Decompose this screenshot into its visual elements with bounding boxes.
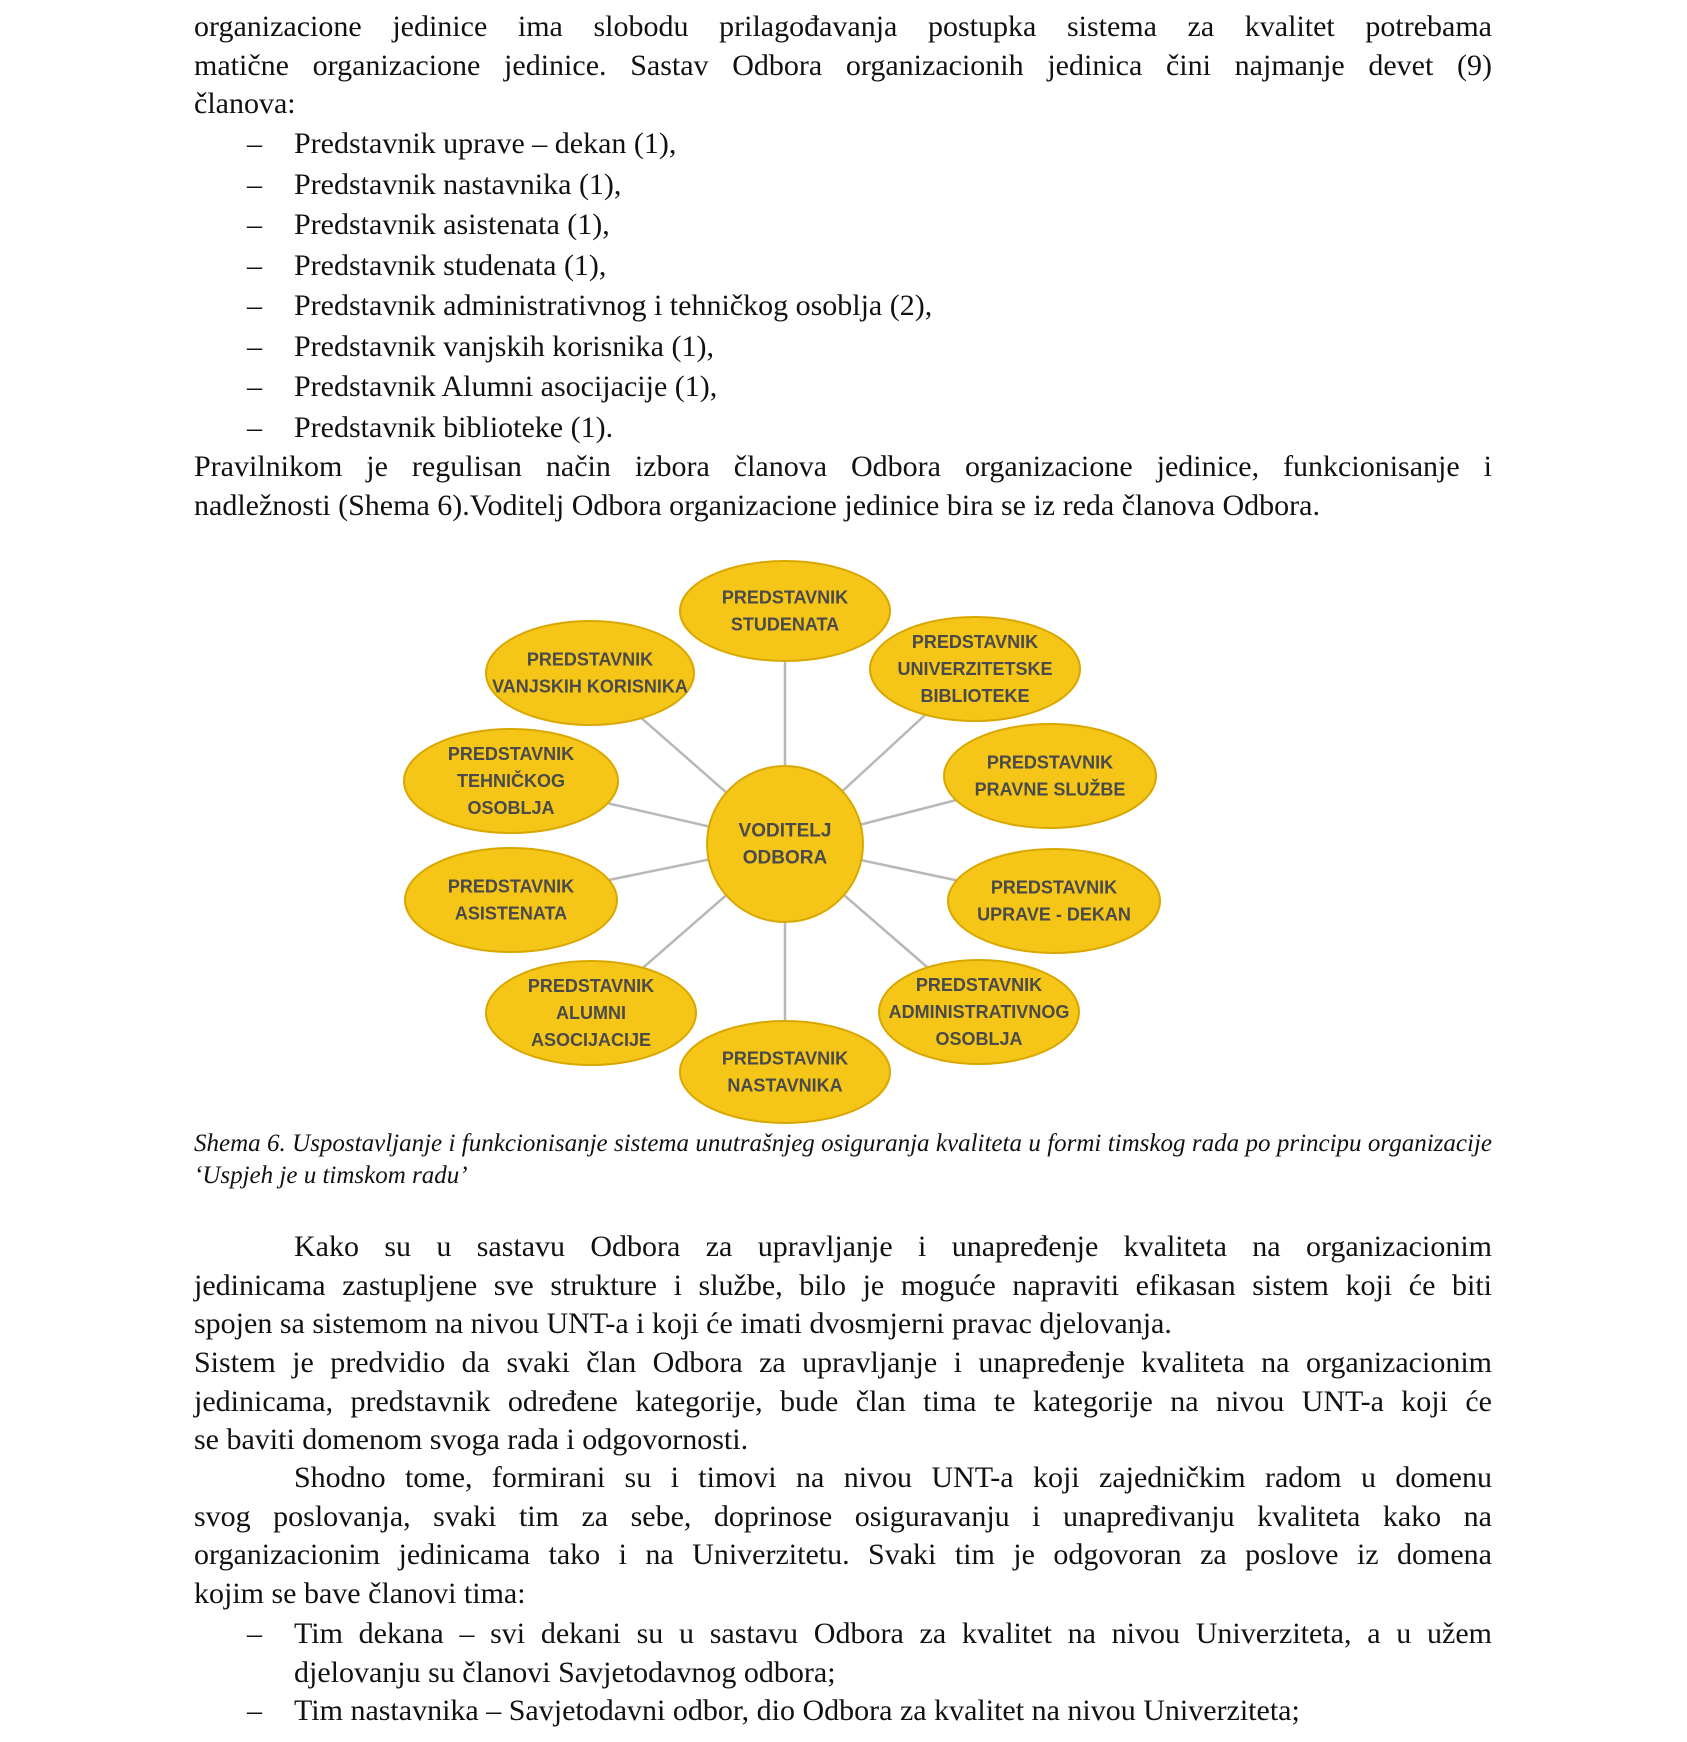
node-label-line: UNIVERZITETSKE xyxy=(897,659,1053,679)
list-dash: – xyxy=(247,329,262,363)
diagram-node-uprave-dekan xyxy=(948,849,1160,953)
diagram-center-voditelj xyxy=(707,766,863,922)
diagram-node-vanjskih xyxy=(486,621,694,725)
node-label-line: PREDSTAVNIK xyxy=(721,1048,849,1069)
node-label-line: PREDSTAVNIK xyxy=(911,632,1039,652)
paragraph-intro xyxy=(194,8,1492,124)
list-dash: – xyxy=(247,127,262,160)
text-line: nadležnosti (Shema 6).Voditelj Odbora organizacione jedinice bira se iz reda članova Odbora. xyxy=(194,488,1320,522)
node-label-line: PREDSTAVNIK xyxy=(915,975,1043,995)
list-item-text: Predstavnik nastavnika (1), xyxy=(294,167,622,201)
node-label-line: ASOCIJACIJE xyxy=(530,1030,652,1050)
list-dash: – xyxy=(247,1694,262,1727)
text-line: jedinicama zastupljene sve strukture i službe, bilo je moguće napraviti efikasan sistem koji će biti xyxy=(194,1268,1492,1302)
node-label-line: NASTAVNIKA xyxy=(727,1075,843,1096)
node-label-line: PREDSTAVNIK xyxy=(526,649,654,670)
node-label-line: PRAVNE SLUŽBE xyxy=(974,779,1126,800)
list-dash: – xyxy=(247,289,262,322)
diagram-node-pravne-sluzbe xyxy=(944,724,1156,828)
node-label-line: STUDENATA xyxy=(730,614,840,635)
node-label-line: PREDSTAVNIK xyxy=(527,976,655,996)
node-label-line: ASISTENATA xyxy=(454,903,568,924)
list-item xyxy=(0,1615,1492,1692)
list-item xyxy=(0,205,1492,246)
node-label-line: OSOBLJA xyxy=(467,798,555,818)
list-item xyxy=(0,286,1492,327)
node-label-line: PREDSTAVNIK xyxy=(447,876,575,897)
node-label-line: BIBLIOTEKE xyxy=(920,686,1030,706)
text-line: Shodno tome, formirani su i timovi na nivou UNT-a koji zajedničkim radom u domenu xyxy=(294,1461,1492,1494)
text-line: Kako su u sastavu Odbora za upravljanje i unapređenje kvaliteta na organizacionim xyxy=(294,1230,1492,1263)
paragraph-structure xyxy=(194,1228,1492,1344)
paragraph-teams xyxy=(194,1459,1492,1613)
node-label-line: ODBORA xyxy=(742,847,828,869)
list-dash: – xyxy=(247,208,262,241)
text-line: matične organizacione jedinice. Sastav Odbora organizacionih jedinica čini najmanje devet (9) xyxy=(194,48,1492,82)
list-item-text: Predstavnik asistenata (1), xyxy=(294,208,610,241)
list-item-text: Predstavnik administrativnog i tehničkog osoblja (2), xyxy=(294,289,933,322)
node-label-line: UPRAVE - DEKAN xyxy=(977,904,1131,925)
text-line: svog poslovanja, svaki tim za sebe, doprinose osiguravanju i unapređivanju kvaliteta kako na xyxy=(194,1499,1492,1533)
teams-list xyxy=(0,1615,1492,1731)
list-item-text: Tim dekana – svi dekani su u sastavu Odbora za kvalitet na nivou Univerziteta, a u užem djelovanju su članovi Savjetodavnog odbora; xyxy=(294,1617,1492,1689)
text-line: Sistem je predvidio da svaki član Odbora za upravljanje i unapređenje kvaliteta na organizacionim xyxy=(194,1346,1492,1379)
list-item xyxy=(0,165,1492,206)
paragraph-rules xyxy=(194,448,1492,525)
diagram-caption: Shema 6. Uspostavljanje i funkcionisanje sistema unutrašnjeg osiguranja kvaliteta u formi timskog rada po principu organizacije ‘Uspjeh je u timskom radu’ xyxy=(194,1130,1492,1189)
list-item-text: Predstavnik studenata (1), xyxy=(294,248,607,282)
text-line: spojen sa sistemom na nivou UNT-a i koji će imati dvosmjerni pravac djelovanja. xyxy=(194,1307,1172,1340)
paragraph-system xyxy=(194,1344,1492,1460)
list-item xyxy=(0,408,1492,449)
text-line: organizacione jedinice ima slobodu prilagođavanja postupka sistema za kvalitet potrebama xyxy=(194,10,1492,43)
node-label-line: TEHNIČKOG xyxy=(457,771,565,791)
list-item-text: Predstavnik uprave – dekan (1), xyxy=(294,127,677,160)
members-list xyxy=(0,124,1492,448)
list-item xyxy=(0,246,1492,287)
text-line: članova: xyxy=(194,87,296,120)
text-line: se baviti domenom svoga rada i odgovornosti. xyxy=(194,1423,749,1456)
list-item-text: Tim nastavnika – Savjetodavni odbor, dio Odbora za kvalitet na nivou Univerziteta; xyxy=(294,1694,1300,1727)
node-label-line: PREDSTAVNIK xyxy=(721,587,849,608)
list-item-text: Predstavnik Alumni asocijacije (1), xyxy=(294,370,718,403)
text-line: kojim se bave članovi tima: xyxy=(194,1576,526,1610)
list-dash: – xyxy=(247,370,262,403)
diagram-node-nastavnika xyxy=(680,1021,890,1123)
diagram-node-asistenata xyxy=(405,848,617,952)
text-line: organizacionim jedinicama tako i na Univerzitetu. Svaki tim je odgovoran za poslove iz domena xyxy=(194,1538,1492,1571)
team-diagram xyxy=(395,556,1175,1131)
list-dash: – xyxy=(247,410,262,444)
node-label-line: VANJSKIH KORISNIKA xyxy=(492,676,688,697)
list-item xyxy=(0,1692,1492,1731)
diagram-node-studenata xyxy=(680,561,890,661)
list-dash: – xyxy=(247,248,262,282)
text-line: Pravilnikom je regulisan način izbora članova Odbora organizacione jedinice, funkcionisanje i xyxy=(194,450,1492,483)
list-item xyxy=(0,327,1492,368)
node-label-line: PREDSTAVNIK xyxy=(990,877,1118,898)
node-label-line: OSOBLJA xyxy=(935,1029,1023,1049)
list-dash: – xyxy=(247,1617,262,1650)
node-label-line: VODITELJ xyxy=(738,820,832,842)
list-item xyxy=(0,367,1492,408)
list-item-text: Predstavnik vanjskih korisnika (1), xyxy=(294,329,714,363)
node-label-line: PREDSTAVNIK xyxy=(986,752,1114,773)
node-label-line: ALUMNI xyxy=(556,1003,626,1023)
list-item-text: Predstavnik biblioteke (1). xyxy=(294,410,614,444)
list-item xyxy=(0,124,1492,165)
node-label-line: ADMINISTRATIVNOG xyxy=(888,1002,1070,1022)
node-label-line: PREDSTAVNIK xyxy=(447,744,575,764)
text-line: jedinicama, predstavnik određene kategorije, bude član tima te kategorije na nivou UNT-a koji će xyxy=(194,1384,1492,1418)
list-dash: – xyxy=(247,167,262,201)
